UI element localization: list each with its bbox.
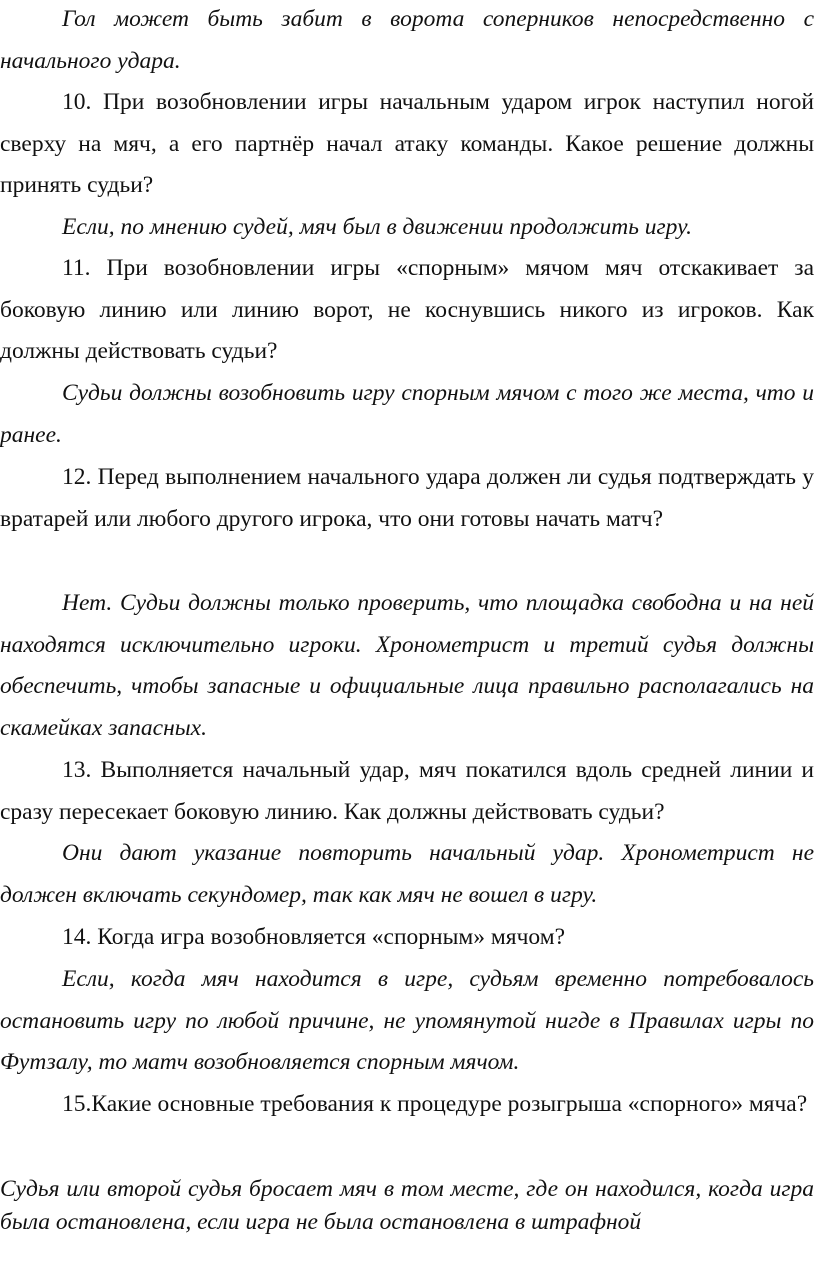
answer-15: Судья или второй судья бросает мяч в том месте, где он находился, когда игра была остановлена, если игра не была остановлена в штрафной (0, 1176, 814, 1235)
question-10: 10. При возобновлении игры начальным ударом игрок наступил ногой сверху на мяч, а его партнёр начал атаку команды. Какое решение должны принять судьи? (0, 89, 814, 198)
answer-14: Если, когда мяч находится в игре, судьям временно потребовалось остановить игру по любой причине, не упомянутой нигде в Правилах игры по Футзалу, то матч возобновляется спорным мячом. (0, 966, 814, 1075)
question-14: 14. Когда игра возобновляется «спорным» мячом? (62, 924, 566, 950)
answer-13: Они дают указание повторить начальный удар. Хронометрист не должен включать секундомер, так как мяч не вошел в игру. (0, 840, 814, 908)
answer-11: Судьи должны возобновить игру спорным мячом с того же места, что и ранее. (0, 380, 814, 448)
question-11: 11. При возобновлении игры «спорным» мячом мяч отскакивает за боковую линию или линию ворот, не коснувшись никого из игроков. Как должны действовать судьи? (0, 255, 814, 364)
question-13: 13. Выполняется начальный удар, мяч покатился вдоль средней линии и сразу пересекает боковую линию. Как должны действовать судьи? (0, 757, 814, 825)
answer-9: Гол может быть забит в ворота соперников непосредственно с начального удара. (0, 6, 814, 74)
question-15: 15.Какие основные требования к процедуре розыгрыша «спорного» мяча? (62, 1091, 808, 1117)
answer-12: Нет. Судьи должны только проверить, что площадка свободна и на ней находятся исключительно игроки. Хронометрист и третий судья должны обеспечить, чтобы запасные и официальные лица правильно располагались на скамейках запасных. (0, 590, 814, 741)
answer-10: Если, по мнению судей, мяч был в движении продолжить игру. (62, 214, 692, 240)
question-12: 12. Перед выполнением начального удара должен ли судья подтверждать у вратарей или любого другого игрока, что они готовы начать матч? (0, 464, 814, 532)
